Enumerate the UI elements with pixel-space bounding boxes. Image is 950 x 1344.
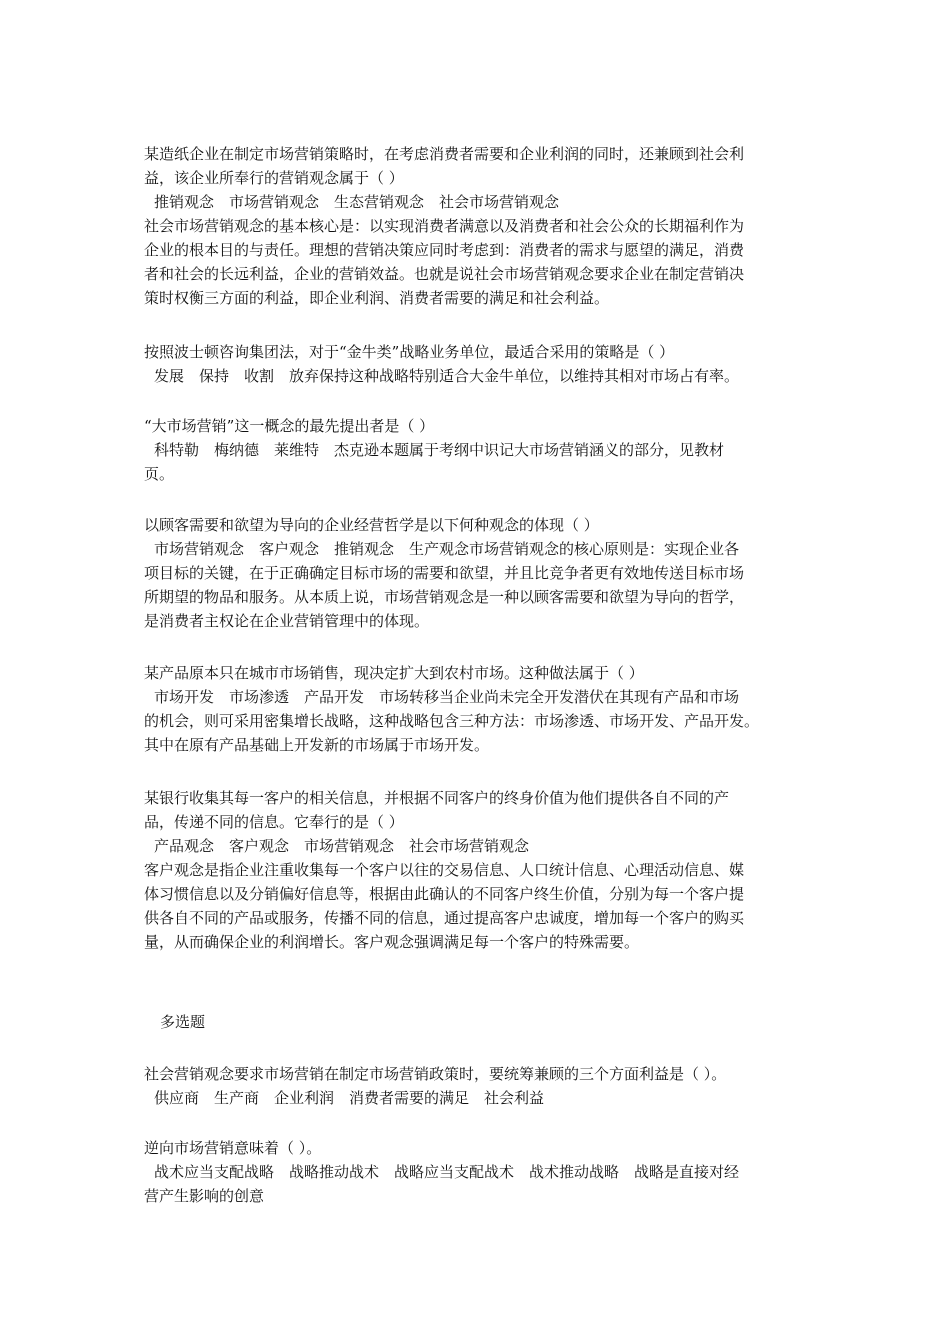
section-title-multiple-choice: 多选题 <box>160 1013 206 1031</box>
question-1-explanation-1: 社会市场营销观念的基本核心是：以实现消费者满意以及消费者和社会公众的长期福利作为 <box>144 217 745 235</box>
question-4-explanation-1: 项目标的关键，在于正确确定目标市场的需要和欲望，并且比竞争者更有效地传送目标市场 <box>144 564 745 582</box>
question-1-explanation-3: 者和社会的长远利益，企业的营销效益。也就是说社会市场营销观念要求企业在制定营销决 <box>144 265 745 283</box>
multi-question-1-line-1: 社会营销观念要求市场营销在制定市场营销政策时，要统筹兼顾的三个方面利益是（ ）。 <box>144 1065 727 1083</box>
question-1-options: 推销观念 市场营销观念 生态营销观念 社会市场营销观念 <box>154 193 560 211</box>
question-6-options: 产品观念 客户观念 市场营销观念 社会市场营销观念 <box>154 837 530 855</box>
question-3-options: 科特勒 梅纳德 莱维特 杰克逊本题属于考纲中识记大市场营销涵义的部分，见教材 <box>154 441 725 459</box>
question-6-line-1: 某银行收集其每一客户的相关信息，并根据不同客户的终身价值为他们提供各自不同的产 <box>144 789 730 807</box>
question-5-explanation-1: 的机会，则可采用密集增长战略，这种战略包含三种方法：市场渗透、市场开发、产品开发。 <box>144 712 760 730</box>
question-6-explanation-4: 量，从而确保企业的利润增长。客户观念强调满足每一个客户的特殊需要。 <box>144 933 640 951</box>
question-1-explanation-4: 策时权衡三方面的利益，即企业利润、消费者需要的满足和社会利益。 <box>144 289 610 307</box>
question-6-explanation-2: 体习惯信息以及分销偏好信息等，根据由此确认的不同客户终生价值，分别为每一个客户提 <box>144 885 745 903</box>
multi-question-1-options: 供应商 生产商 企业利润 消费者需要的满足 社会利益 <box>154 1089 545 1107</box>
question-1-explanation-2: 企业的根本目的与责任。理想的营销决策应同时考虑到：消费者的需求与愿望的满足，消费 <box>144 241 745 259</box>
multi-question-2-options: 战术应当支配战略 战略推动战术 战略应当支配战术 战术推动战略 战略是直接对经 <box>154 1163 740 1181</box>
multi-question-2-line-3: 营产生影响的创意 <box>144 1187 265 1205</box>
question-6-line-2: 品，传递不同的信息。它奉行的是（ ） <box>144 813 404 831</box>
question-5-line-1: 某产品原本只在城市市场销售，现决定扩大到农村市场。这种做法属于（ ） <box>144 664 644 682</box>
question-6-explanation-3: 供各自不同的产品或服务，传播不同的信息，通过提高客户忠诚度，增加每一个客户的购买 <box>144 909 745 927</box>
question-4-explanation-3: 是消费者主权论在企业营销管理中的体现。 <box>144 612 430 630</box>
question-4-line-1: 以顾客需要和欲望为导向的企业经营哲学是以下何种观念的体现（ ） <box>144 516 599 534</box>
question-3-line-3: 页。 <box>144 465 175 483</box>
question-4-explanation-2: 所期望的物品和服务。从本质上说，市场营销观念是一种以顾客需要和欲望为导向的哲学， <box>144 588 745 606</box>
multi-question-2-line-1: 逆向市场营销意味着（ ）。 <box>144 1139 322 1157</box>
question-1-line-1: 某造纸企业在制定市场营销策略时，在考虑消费者需要和企业利润的同时，还兼顾到社会利 <box>144 145 745 163</box>
question-2-line-1: 按照波士顿咨询集团法，对于“金牛类”战略业务单位，最适合采用的策略是（ ） <box>144 343 675 361</box>
question-5-options: 市场开发 市场渗透 产品开发 市场转移当企业尚未完全开发潜伏在其现有产品和市场 <box>154 688 740 706</box>
question-3-line-1: “大市场营销”这一概念的最先提出者是（ ） <box>144 417 435 435</box>
question-5-explanation-2: 其中在原有产品基础上开发新的市场属于市场开发。 <box>144 736 490 754</box>
question-1-line-2: 益，该企业所奉行的营销观念属于（ ） <box>144 169 404 187</box>
question-4-options: 市场营销观念 客户观念 推销观念 生产观念市场营销观念的核心原则是：实现企业各 <box>154 540 740 558</box>
question-6-explanation-1: 客户观念是指企业注重收集每一个客户以往的交易信息、人口统计信息、心理活动信息、媒 <box>144 861 745 879</box>
question-2-options: 发展 保持 收割 放弃保持这种战略特别适合大金牛单位，以维持其相对市场占有率。 <box>154 367 740 385</box>
